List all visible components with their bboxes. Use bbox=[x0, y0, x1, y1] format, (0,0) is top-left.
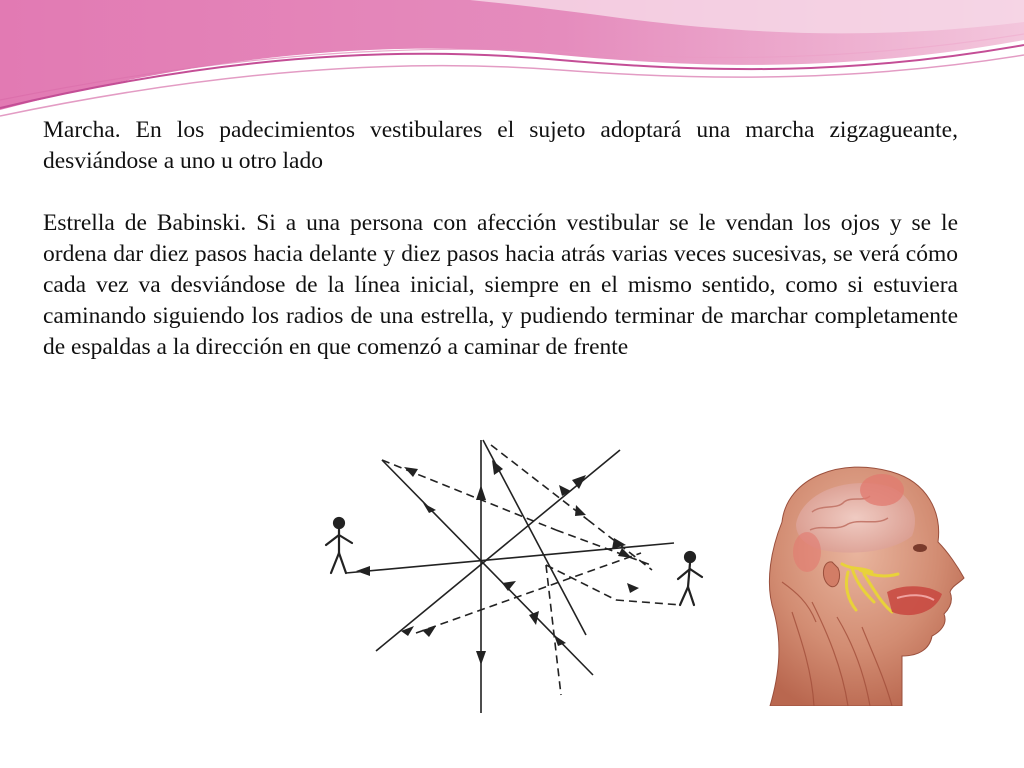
paragraph-estrella-babinski: Estrella de Babinski. Si a una persona con afección vestibular se le vendan los ojos y se le ordena dar diez pasos hacia delante y diez pasos hacia atrás varias veces sucesivas, se verá cómo cada vez va desviándose de la línea inicial, siempre en el mismo sentido, como si estuviera caminando siguiendo los radios de una estrella, y pudiendo terminar de marchar completamente de espaldas a la dirección en que comenzó a caminar de frente bbox=[43, 210, 958, 360]
head-anatomy-illustration bbox=[752, 452, 970, 706]
babinski-star-diagram bbox=[296, 405, 720, 723]
paragraph-marcha: Marcha. En los padecimientos vestibulares el sujeto adoptará una marcha zigzagueante, desviándose a uno u otro lado bbox=[43, 117, 958, 174]
header-wave-decoration bbox=[0, 0, 1024, 120]
slide-text-body bbox=[43, 115, 958, 363]
